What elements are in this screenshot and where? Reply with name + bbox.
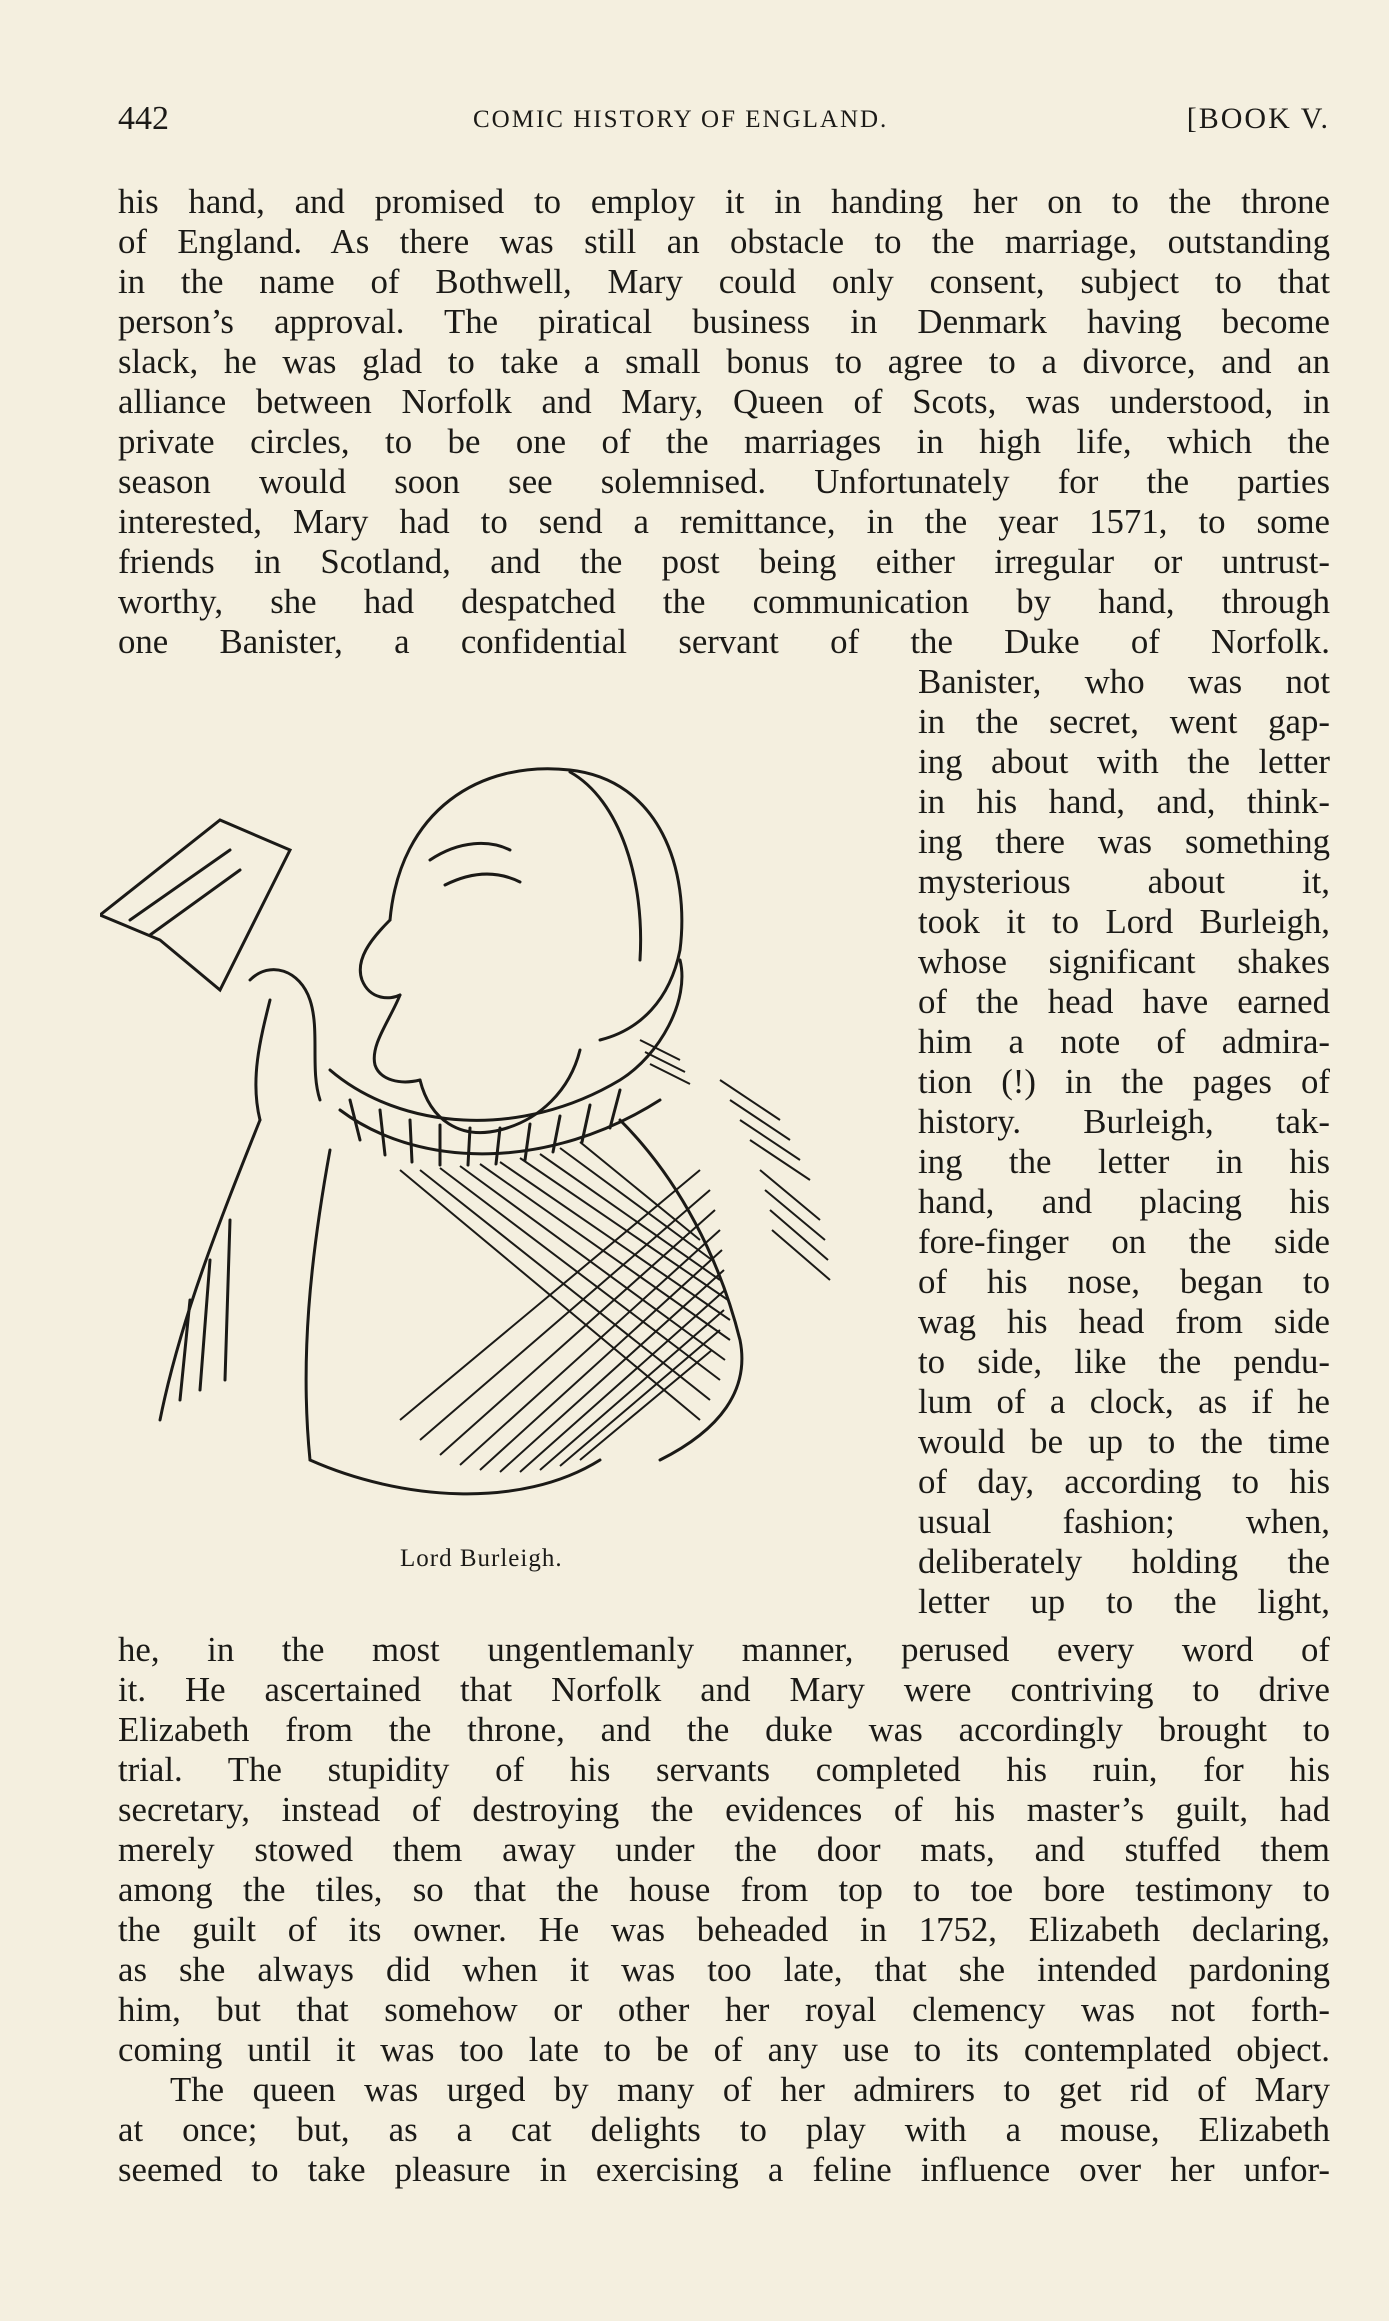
side-line: to side, like the pendu-	[918, 1342, 1330, 1381]
side-line: hand, and placing his	[918, 1182, 1330, 1221]
body-line: The queen was urged by many of her admirers to get rid of Mary	[170, 2070, 1330, 2109]
burleigh-drawing	[100, 700, 900, 1540]
lord-burleigh-illustration	[100, 700, 900, 1540]
body-line: the guilt of its owner. He was beheaded in 1752, Elizabeth declaring,	[118, 1910, 1330, 1949]
side-line: history. Burleigh, tak-	[918, 1102, 1330, 1141]
page-number: 442	[118, 100, 169, 137]
side-line: in the secret, went gap-	[918, 702, 1330, 741]
body-line: his hand, and promised to employ it in handing her on to the throne	[118, 182, 1330, 221]
body-line: friends in Scotland, and the post being either irregular or untrust-	[118, 542, 1330, 581]
side-line: him a note of admira-	[918, 1022, 1330, 1061]
figure-caption: Lord Burleigh.	[400, 1545, 563, 1572]
side-line: tion (!) in the pages of	[918, 1062, 1330, 1101]
side-line: fore-finger on the side	[918, 1222, 1330, 1261]
side-line: in his hand, and, think-	[918, 782, 1330, 821]
side-line: of the head have earned	[918, 982, 1330, 1021]
body-line: one Banister, a confidential servant of the Duke of Norfolk.	[118, 622, 1330, 661]
body-line: private circles, to be one of the marriages in high life, which the	[118, 422, 1330, 461]
side-line: usual fashion; when,	[918, 1502, 1330, 1541]
side-line: wag his head from side	[918, 1302, 1330, 1341]
body-line: it. He ascertained that Norfolk and Mary were contriving to drive	[118, 1670, 1330, 1709]
body-line: at once; but, as a cat delights to play with a mouse, Elizabeth	[118, 2110, 1330, 2149]
body-line: merely stowed them away under the door mats, and stuffed them	[118, 1830, 1330, 1869]
side-line: deliberately holding the	[918, 1542, 1330, 1581]
side-line: of day, according to his	[918, 1462, 1330, 1501]
body-line: Elizabeth from the throne, and the duke was accordingly brought to	[118, 1710, 1330, 1749]
book-label: [BOOK V.	[1186, 102, 1330, 135]
side-line: ing there was something	[918, 822, 1330, 861]
side-line: took it to Lord Burleigh,	[918, 902, 1330, 941]
body-line: worthy, she had despatched the communication by hand, through	[118, 582, 1330, 621]
body-line: coming until it was too late to be of any use to its contemplated object.	[118, 2030, 1330, 2069]
side-line: Banister, who was not	[918, 662, 1330, 701]
body-line: secretary, instead of destroying the evidences of his master’s guilt, had	[118, 1790, 1330, 1829]
side-line: ing about with the letter	[918, 742, 1330, 781]
side-line: mysterious about it,	[918, 862, 1330, 901]
body-line: person’s approval. The piratical business in Denmark having become	[118, 302, 1330, 341]
body-line: he, in the most ungentlemanly manner, perused every word of	[118, 1630, 1330, 1669]
side-line: lum of a clock, as if he	[918, 1382, 1330, 1421]
body-line: season would soon see solemnised. Unfortunately for the parties	[118, 462, 1330, 501]
body-line: him, but that somehow or other her royal clemency was not forth-	[118, 1990, 1330, 2029]
side-line: of his nose, began to	[918, 1262, 1330, 1301]
side-line: ing the letter in his	[918, 1142, 1330, 1181]
body-line: trial. The stupidity of his servants completed his ruin, for his	[118, 1750, 1330, 1789]
body-line: in the name of Bothwell, Mary could only consent, subject to that	[118, 262, 1330, 301]
body-line: of England. As there was still an obstacle to the marriage, outstanding	[118, 222, 1330, 261]
running-head: COMIC HISTORY OF ENGLAND.	[473, 106, 889, 133]
body-line: alliance between Norfolk and Mary, Queen of Scots, was understood, in	[118, 382, 1330, 421]
body-line: interested, Mary had to send a remittance, in the year 1571, to some	[118, 502, 1330, 541]
side-line: would be up to the time	[918, 1422, 1330, 1461]
page-header	[118, 100, 1330, 150]
side-line: whose significant shakes	[918, 942, 1330, 981]
body-line: as she always did when it was too late, that she intended pardoning	[118, 1950, 1330, 1989]
side-line: letter up to the light,	[918, 1582, 1330, 1621]
body-line: among the tiles, so that the house from top to toe bore testimony to	[118, 1870, 1330, 1909]
body-line: slack, he was glad to take a small bonus to agree to a divorce, and an	[118, 342, 1330, 381]
body-line: seemed to take pleasure in exercising a feline influence over her unfor-	[118, 2150, 1330, 2189]
